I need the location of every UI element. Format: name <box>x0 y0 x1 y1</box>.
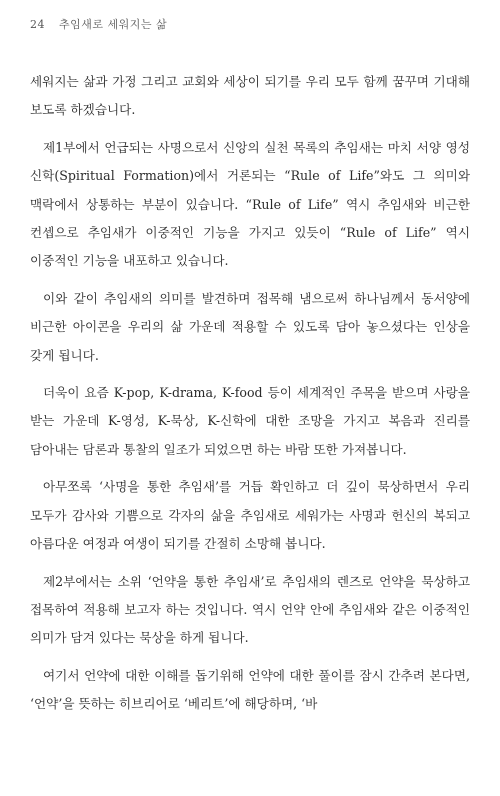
paragraph: 여기서 언약에 대한 이해를 돕기위해 언약에 대한 풀이를 잠시 간추려 본다면, ‘언약’을 뜻하는 히브리어로 ‘베리트’에 해당하며, ‘바 <box>30 667 470 712</box>
running-header <box>30 16 167 32</box>
page-number: 24 <box>30 18 45 31</box>
body-text <box>30 68 470 728</box>
paragraph: 이와 같이 추임새의 의미를 발견하며 접목해 냄으로써 하나님께서 동서양에 비근한 아이콘을 우리의 삶 가운데 적용할 수 있도록 담아 놓으셨다는 인상을 갖게 됩니다. <box>30 290 470 363</box>
paragraph: 세워지는 삶과 가정 그리고 교회와 세상이 되기를 우리 모두 함께 꿈꾸며 기대해 보도록 하겠습니다. <box>30 74 470 118</box>
paragraph: 더욱이 요즘 K-pop, K-drama, K-food 등이 세계적인 주목을 받으며 사랑을 받는 가운데 K-영성, K-묵상, K-신학에 대한 조망을 가지고 복음과 진리를 담아내는 담론과 통찰의 일조가 되었으면 하는 바람 또한 가져봅니다. <box>30 385 470 457</box>
paragraph: 아무쪼록 ‘사명을 통한 추임새’를 거듭 확인하고 더 깊이 묵상하면서 우리 모두가 감사와 기쁨으로 각자의 삶을 추임새로 세워가는 사명과 헌신의 복되고 아름다운 여정과 여생이 되기를 간절히 소망해 봅니다. <box>30 479 470 552</box>
book-title: 추임새로 세워지는 삶 <box>59 18 168 31</box>
paragraph: 제2부에서는 소위 ‘언약을 통한 추임새’로 추임새의 렌즈로 언약을 묵상하고 접목하여 적용해 보고자 하는 것입니다. 역시 언약 안에 추임새와 같은 이중적인 의미가 담겨 있다는 묵상을 하게 됩니다. <box>30 573 470 646</box>
paragraph: 제1부에서 언급되는 사명으로서 신앙의 실천 목록의 추임새는 마치 서양 영성 신학(Spiritual Formation)에서 거론되는 “Rule of Life”와도 그 의미와 맥락에서 상통하는 부분이 있습니다. “Rule of Life” 역시 추임새와 비근한 컨셉으로 추임새가 이중적인 기능을 가지고 있듯이 “Rule of Life” 역시 이중적인 기능을 내포하고 있습니다. <box>30 139 470 269</box>
